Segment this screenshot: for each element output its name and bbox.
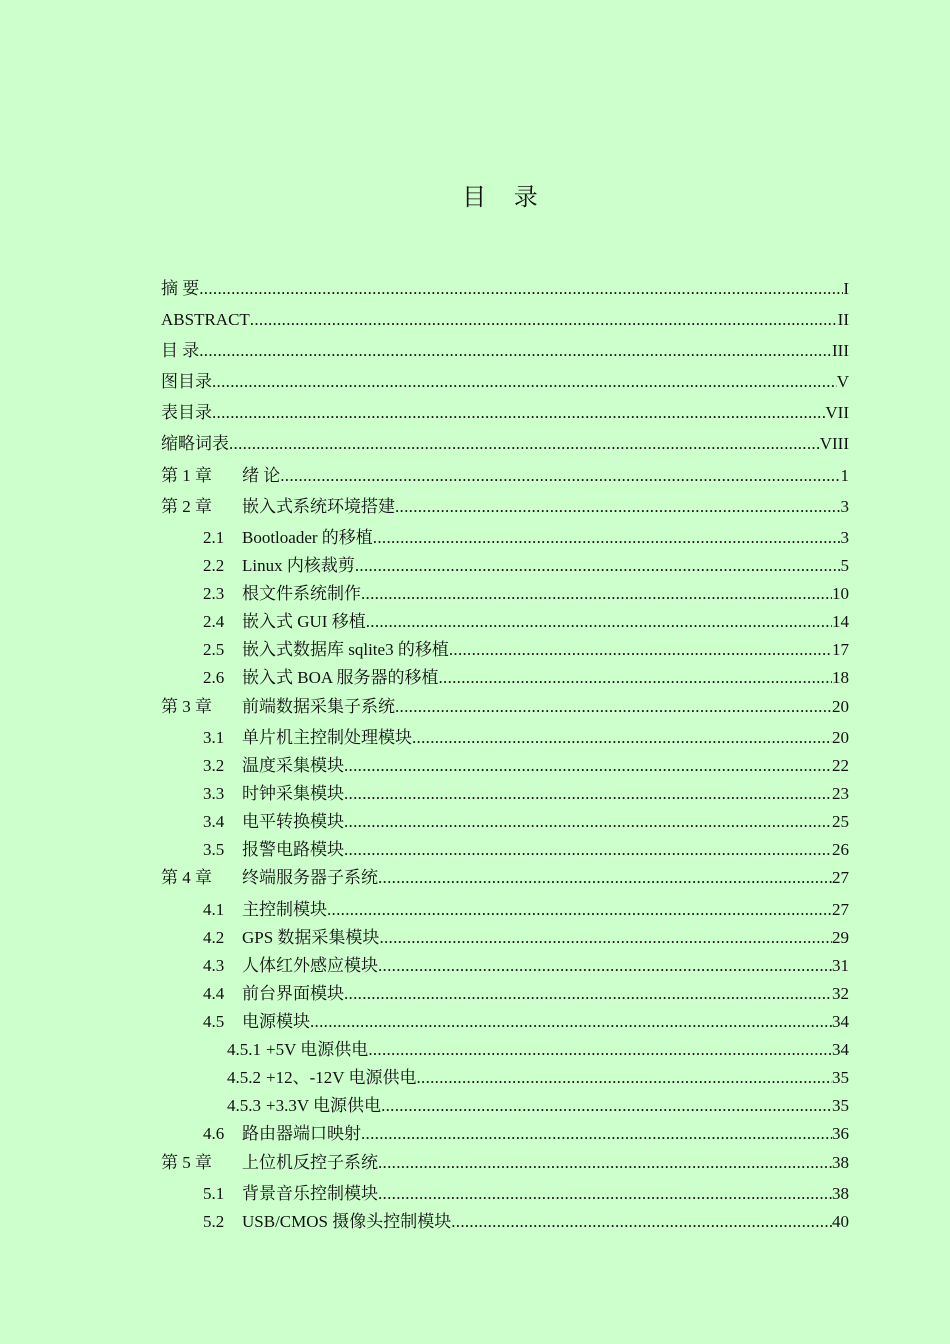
toc-entry-label: ABSTRACT <box>161 310 250 329</box>
toc-entry-label: 根文件系统制作 <box>242 584 361 603</box>
toc-entry-label: 绪 论 <box>242 466 281 485</box>
dot-leader <box>250 308 838 332</box>
dot-leader <box>327 898 832 922</box>
dot-leader <box>344 754 832 778</box>
toc-entry[interactable] <box>161 1210 849 1234</box>
toc-entry-page: 20 <box>832 697 849 716</box>
toc-entry-page: 36 <box>832 1124 849 1143</box>
toc-entry-number: 3.2 <box>203 756 225 775</box>
dot-leader <box>395 495 841 519</box>
toc-entry-page: III <box>832 341 849 360</box>
dot-leader <box>378 1151 832 1175</box>
toc-entry-page: 38 <box>832 1153 849 1172</box>
toc-entry[interactable] <box>161 464 849 488</box>
dot-leader <box>378 954 832 978</box>
dot-leader <box>373 526 841 550</box>
dot-leader <box>381 1094 832 1118</box>
toc-entry-page: 34 <box>832 1040 849 1059</box>
toc-entry-label: 表目录 <box>161 403 212 422</box>
toc-entry[interactable] <box>161 1066 849 1090</box>
toc-entry-page: 5 <box>840 556 849 575</box>
toc-entry-number: 5.2 <box>203 1212 225 1231</box>
dot-leader <box>451 1210 832 1234</box>
toc-entry[interactable] <box>161 339 849 363</box>
dot-leader <box>412 726 832 750</box>
toc-entry-number: 第 5 章 <box>161 1153 212 1172</box>
toc-entry[interactable] <box>161 1151 849 1175</box>
toc-entry[interactable] <box>161 810 849 834</box>
toc-entry-number: 第 2 章 <box>161 497 212 516</box>
dot-leader <box>395 695 832 719</box>
toc-entry[interactable] <box>161 401 849 425</box>
toc-entry-label: 背景音乐控制模块 <box>242 1184 378 1203</box>
toc-entry-number: 3.3 <box>203 784 225 803</box>
toc-entry-page: 31 <box>832 956 849 975</box>
toc-entry-label: 前台界面模块 <box>242 984 344 1003</box>
toc-entry[interactable] <box>161 1038 849 1062</box>
toc-entry-number: 4.3 <box>203 956 225 975</box>
toc-entry-number: 4.5.3 <box>227 1096 261 1115</box>
dot-leader <box>344 782 832 806</box>
toc-entry[interactable] <box>161 495 849 519</box>
toc-entry-number: 2.5 <box>203 640 225 659</box>
toc-entry[interactable] <box>161 666 849 690</box>
toc-entry-number: 5.1 <box>203 1184 225 1203</box>
toc-entry-page: 1 <box>840 466 849 485</box>
dot-leader <box>344 810 832 834</box>
toc-entry[interactable] <box>161 610 849 634</box>
toc-entry-number: 2.2 <box>203 556 225 575</box>
toc-entry[interactable] <box>161 277 849 301</box>
toc-entry-number: 4.5 <box>203 1012 225 1031</box>
toc-entry-label: +12、-12V 电源供电 <box>266 1068 417 1087</box>
toc-entry-page: 27 <box>832 868 849 887</box>
toc-entry-number: 2.6 <box>203 668 225 687</box>
toc-entry-page: 32 <box>832 984 849 1003</box>
toc-entry-number: 4.5.1 <box>227 1040 261 1059</box>
toc-entry[interactable] <box>161 754 849 778</box>
toc-entry-number: 4.4 <box>203 984 225 1003</box>
toc-entry-page: 17 <box>832 640 849 659</box>
dot-leader <box>416 1066 832 1090</box>
toc-entry[interactable] <box>161 582 849 606</box>
toc-entry-label: 终端服务器子系统 <box>242 868 378 887</box>
dot-leader <box>229 432 820 456</box>
toc-entry-page: II <box>837 310 849 329</box>
toc-entry-page: 23 <box>832 784 849 803</box>
dot-leader <box>212 370 837 394</box>
dot-leader <box>344 982 832 1006</box>
dot-leader <box>361 582 832 606</box>
toc-entry-label: 嵌入式 GUI 移植 <box>242 612 366 631</box>
toc-entry-page: 34 <box>832 1012 849 1031</box>
toc-entry-label: 嵌入式 BOA 服务器的移植 <box>242 668 439 687</box>
toc-entry-number: 第 3 章 <box>161 697 212 716</box>
toc-entry-number: 4.5.2 <box>227 1068 261 1087</box>
toc-entry-label: 时钟采集模块 <box>242 784 344 803</box>
toc-entry[interactable] <box>161 954 849 978</box>
toc-entry-label: 电平转换模块 <box>242 812 344 831</box>
dot-leader <box>378 866 832 890</box>
toc-entry[interactable] <box>161 926 849 950</box>
toc-entry-page: VII <box>825 403 849 422</box>
toc-entry-label: +3.3V 电源供电 <box>266 1096 382 1115</box>
toc-entry-page: 35 <box>832 1096 849 1115</box>
dot-leader <box>199 339 832 363</box>
toc-entry-label: 嵌入式数据库 sqlite3 的移植 <box>242 640 449 659</box>
toc-entry-label: 摘 要 <box>161 279 200 298</box>
toc-entry-page: 26 <box>832 840 849 859</box>
dot-leader <box>361 1122 832 1146</box>
dot-leader <box>438 666 832 690</box>
toc-entry[interactable] <box>161 838 849 862</box>
dot-leader <box>366 610 832 634</box>
toc-entry-page: 40 <box>832 1212 849 1231</box>
toc-entry-label: 上位机反控子系统 <box>242 1153 378 1172</box>
toc-entry[interactable] <box>161 695 849 719</box>
toc-entry-label: 目 录 <box>161 341 200 360</box>
toc-entry-number: 3.1 <box>203 728 225 747</box>
toc-entry-page: 18 <box>832 668 849 687</box>
toc-entry-page: 38 <box>832 1184 849 1203</box>
toc-entry-page: 3 <box>840 497 849 516</box>
toc-entry[interactable] <box>161 638 849 662</box>
dot-leader <box>449 638 832 662</box>
toc-entry-page: 35 <box>832 1068 849 1087</box>
dot-leader <box>310 1010 832 1034</box>
toc-entry[interactable] <box>161 782 849 806</box>
toc-entry[interactable] <box>161 1094 849 1118</box>
toc-entry-label: Linux 内核裁剪 <box>242 556 355 575</box>
toc-entry-label: GPS 数据采集模块 <box>242 928 380 947</box>
toc-entry-page: 22 <box>832 756 849 775</box>
dot-leader <box>199 277 843 301</box>
toc-entry-page: I <box>843 279 849 298</box>
toc-entry-label: 路由器端口映射 <box>242 1124 361 1143</box>
dot-leader <box>355 554 841 578</box>
toc-entry-label: Bootloader 的移植 <box>242 528 373 547</box>
dot-leader <box>379 926 832 950</box>
toc-entry-page: 14 <box>832 612 849 631</box>
toc-entry-label: USB/CMOS 摄像头控制模块 <box>242 1212 452 1231</box>
toc-entry-page: VIII <box>819 434 849 453</box>
toc-entry-number: 4.6 <box>203 1124 225 1143</box>
toc-entry[interactable] <box>161 726 849 750</box>
toc-entry-label: 前端数据采集子系统 <box>242 697 395 716</box>
dot-leader <box>344 838 832 862</box>
toc-entry-label: 图目录 <box>161 372 212 391</box>
toc-entry[interactable] <box>161 308 849 332</box>
toc-entry-label: 单片机主控制处理模块 <box>242 728 412 747</box>
toc-entry[interactable] <box>161 370 849 394</box>
toc-entry-label: 温度采集模块 <box>242 756 344 775</box>
toc-entry-page: 20 <box>832 728 849 747</box>
toc-entry-page: 10 <box>832 584 849 603</box>
dot-leader <box>212 401 825 425</box>
toc-entry[interactable] <box>161 1122 849 1146</box>
toc-entry-number: 4.1 <box>203 900 225 919</box>
toc-entry-label: +5V 电源供电 <box>266 1040 369 1059</box>
toc-entry-page: 25 <box>832 812 849 831</box>
toc-entry-number: 第 4 章 <box>161 868 212 887</box>
toc-entry[interactable] <box>161 898 849 922</box>
toc-entry-label: 电源模块 <box>242 1012 310 1031</box>
dot-leader <box>378 1182 832 1206</box>
dot-leader <box>368 1038 832 1062</box>
toc-entry-number: 3.5 <box>203 840 225 859</box>
toc-entry-number: 4.2 <box>203 928 225 947</box>
toc-entry[interactable] <box>161 866 849 890</box>
toc-entry-page: 27 <box>832 900 849 919</box>
toc-entry-number: 第 1 章 <box>161 466 212 485</box>
toc-entry-number: 3.4 <box>203 812 225 831</box>
toc-entry-page: V <box>836 372 849 391</box>
toc-entry[interactable] <box>161 1010 849 1034</box>
toc-entry-label: 主控制模块 <box>242 900 327 919</box>
toc-entry-number: 2.3 <box>203 584 225 603</box>
toc-entry[interactable] <box>161 1182 849 1206</box>
dot-leader <box>280 464 840 488</box>
toc-entry-number: 2.1 <box>203 528 225 547</box>
toc-entry-page: 3 <box>840 528 849 547</box>
toc-entry-number: 2.4 <box>203 612 225 631</box>
toc-entry[interactable] <box>161 554 849 578</box>
toc-entry[interactable] <box>161 526 849 550</box>
toc-entry-label: 嵌入式系统环境搭建 <box>242 497 395 516</box>
toc-entry-label: 缩略词表 <box>161 434 229 453</box>
toc-entry[interactable] <box>161 982 849 1006</box>
toc-entry[interactable] <box>161 432 849 456</box>
page-title: 目 录 <box>462 183 548 211</box>
toc-entry-label: 人体红外感应模块 <box>242 956 378 975</box>
toc-entry-page: 29 <box>832 928 849 947</box>
toc-entry-label: 报警电路模块 <box>242 840 344 859</box>
